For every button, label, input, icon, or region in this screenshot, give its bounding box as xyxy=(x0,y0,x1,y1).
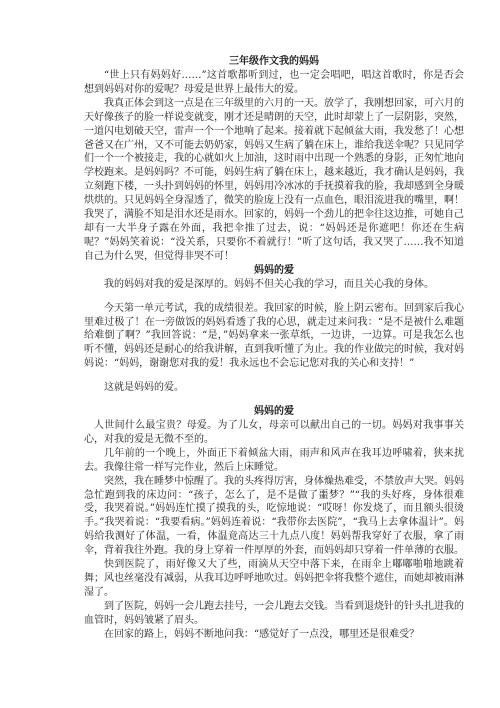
essay-2-title: 妈妈的爱 xyxy=(254,264,294,276)
essay-2-paragraph: 我的妈妈对我的爱是深厚的。妈妈不但关心我的学习，而且关心我的身体。 xyxy=(104,278,434,290)
essay-3-title: 妈妈的爱 xyxy=(254,406,294,418)
essay-3-paragraph: 到了医院，妈妈一会儿跑去挂号，一会儿跑去交钱。当看到退烧针的针头扎进我的血管时，妈妈皱紧了眉头。 xyxy=(84,600,464,626)
essay-3-paragraph: 人世间什么最宝贵？母爱。为了儿女，母亲可以献出自己的一切。妈妈对我事事关心，对我的爱是无微不至的。 xyxy=(84,420,464,445)
essay-1-paragraph: 我真正体会到这一点是在三年级里的六月的一天。放学了，我刚想回家，可六月的天好像孩子的脸一样说变就变，刚才还是晴朗的天空，此时却蒙上了一层阴影，突然，一道闪电划破天空，雷声一个一个地响了起来。接着就下起倾盆大雨，我发愁了！心想爸爸又在广州，又不可能去奶奶家，妈妈又生病了躺在床上，谁给我送伞呢？只见同学们一个一个被接走，我的心就如火上加油，这时雨中出现一个熟悉的身影，正匆忙地向学校跑来。是妈妈吗？不可能，妈妈生病了躺在床上，越来越近，我才确认是妈妈，我立刻跑下楼，一头扑到妈妈的怀里，妈妈用冷冰冰的手抚摸着我的脸，我却感到全身暖烘烘的。只见妈妈全身湿透了，微笑的脸庞上没有一点血色，眼泪流进我的嘴里，啊！我哭了，满脸不知是泪水还是雨水。回家的，妈妈一个劲儿的把伞往这边推，可她自己却有一大半身子露在外面，我把伞推了过去，说：“妈妈还是你遮吧！你还在生病呢？”妈妈笑着说：“没关系，只要你不着就行！”听了这句话，我又哭了……我不知道自己为什么哭，但觉得非哭不可！ xyxy=(84,97,464,262)
essay-2-paragraph: 今天第一单元考试，我的成绩很差。我回家的时候，脸上阴云密布。回到家后我心里难过极了！在一旁做饭的妈妈看透了我的心思，就走过来问我：“是不是被什么难题给难倒了啊？”我回答说：“是，”妈妈拿来一张草纸，一边讲，一边算。可是我怎么也听不懂，妈妈还是耐心的给我讲解，直到我听懂了为止。我的作业做完的时候，我对妈妈说：“妈妈，谢谢您对我的爱！我永远也不会忘记您对我的关心和支持！” xyxy=(84,302,464,370)
essay-3-paragraph: 几年前的一个晚上，外面正下着倾盆大雨，雨声和风声在我耳边呼啸着，狭来扰去。我像往常一样写完作业，然后上床睡觉。 xyxy=(84,447,464,473)
section-spacer xyxy=(84,395,464,405)
essay-1-title: 三年级作文我的妈妈 xyxy=(229,56,319,67)
essay-3-paragraph: 突然，我在睡梦中惊醒了。我的头疼得厉害，身体燥热难受，不禁放声大哭。妈妈急忙跑到我的床边问：“孩子，怎么了，是不是做了噩梦？”“我的头好疼，身体很难受，我哭着说。”妈妈连忙摸了摸我的头，吃惊地说：“哎呀！你发烧了，而且额头很烫手。”我哭着说：“我要看病。”妈妈连着说：“我带你去医院”，“我马上去拿体温计”。妈妈给我测好了体温，一看，体温竟高达三十九点八度！妈妈帮我穿好了衣服，拿了雨伞，背着我往外跑。我的身上穿着一件厚厚的外套，而妈妈却只穿着一件单薄的衣服。 xyxy=(84,475,464,557)
paragraph-spacer xyxy=(84,371,464,381)
paragraph-spacer xyxy=(84,292,464,302)
essay-2-paragraph: 这就是妈妈的爱。 xyxy=(104,382,184,394)
essay-3-paragraph: 快到医院了，雨好像又大了些，雨滴从天空中落下来，在雨伞上嘟嘟啪啪地跳着舞；风也丝毫没有减弱，从我耳边呼呼地吹过。妈妈把伞将我整个遮住，而她却被雨淋湿了。 xyxy=(84,559,464,598)
essay-3-paragraph: 在回家的路上，妈妈不断地问我：“感觉好了一点没，哪里还是很难受？ xyxy=(104,628,420,640)
essay-1-paragraph: “世上只有妈妈好……”这首歌都听到过，也一定会唱吧，唱这首歌时，你是否会想到妈妈对你的爱呢？母爱是世界上最伟大的爱。 xyxy=(84,70,464,95)
document-body xyxy=(84,55,464,642)
